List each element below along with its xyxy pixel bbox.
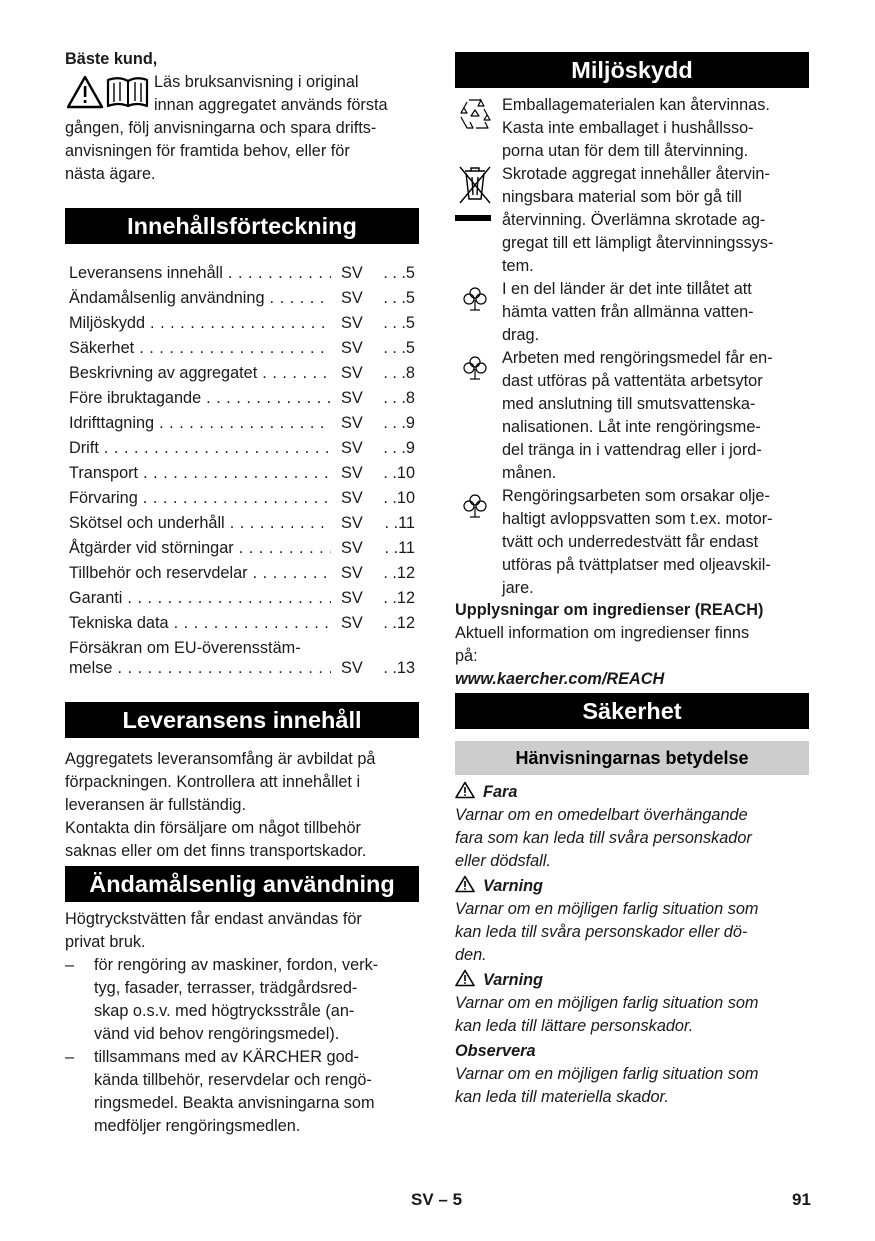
toc-entry[interactable]: Tillbehör och reservdelar . . . SV . .12	[69, 562, 415, 585]
water-protection-icon	[455, 286, 495, 312]
toc-entry[interactable]: Förvaring . . . SV . .10	[69, 487, 415, 510]
warning-triangle-icon	[455, 781, 475, 799]
toc-entry[interactable]: Miljöskydd . . . SV . . .5	[69, 312, 415, 335]
environment-heading: Miljöskydd	[455, 52, 809, 88]
safety-heading: Säkerhet	[455, 693, 809, 729]
warning-triangle-icon	[455, 875, 475, 893]
toc-entry[interactable]: Åtgärder vid störningar . . . SV . .11	[69, 537, 415, 560]
footer-section: SV – 5	[411, 1190, 463, 1209]
hazard-warning: Varning Varnar om en möjligen farlig situation som kan leda till svåra personskador eller dö- den.	[455, 877, 759, 964]
toc-entry[interactable]: Idrifttagning . . . SV . . .9	[69, 412, 415, 435]
hazard-caution: Varning Varnar om en möjligen farlig situation som kan leda till lättare personskador.	[455, 971, 759, 1035]
toc-entry[interactable]: Tekniska data . . . SV . .12	[69, 612, 415, 635]
toc-entry[interactable]: Leveransens innehåll . . . SV . . .5	[69, 262, 415, 285]
toc-entry[interactable]: Försäkran om EU-överensstäm- melse . . . SV . .13	[69, 637, 415, 683]
page-number: 91	[792, 1190, 811, 1209]
toc-entry[interactable]: Beskrivning av aggregatet . . . SV . . .8	[69, 362, 415, 385]
intro-line-1: Läs bruksanvisning i original	[154, 73, 359, 91]
safety-subheading: Hänvisningarnas betydelse	[455, 741, 809, 775]
intro-rest: gången, följ anvisningarna och spara drifts- anvisningen för framtida behov, eller för nästa ägare.	[65, 119, 377, 183]
intended-use-intro: Högtryckstvätten får endast användas för privat bruk.	[65, 910, 362, 951]
delivery-heading: Leveransens innehåll	[65, 702, 419, 738]
intro-line-2: innan aggregatet används första	[154, 96, 388, 114]
warning-manual-icon	[67, 74, 149, 110]
water-protection-icon	[455, 355, 495, 381]
hazard-danger: Fara Varnar om en omedelbart överhängande fara som kan leda till svåra personskador eller dödsfall.	[455, 783, 752, 870]
reach-heading: Upplysningar om ingredienser (REACH)	[455, 601, 764, 619]
toc-entry[interactable]: Drift . . . SV . . .9	[69, 437, 415, 460]
toc-entry[interactable]: Skötsel och underhåll . . . SV . .11	[69, 512, 415, 535]
toc-entry[interactable]: Ändamålsenlig användning . . . SV . . .5	[69, 287, 415, 310]
toc-entry[interactable]: Säkerhet . . . SV . . .5	[69, 337, 415, 360]
intended-use-heading: Ändamålsenlig användning	[65, 866, 419, 902]
toc-entry[interactable]: Före ibruktagande . . . SV . . .8	[69, 387, 415, 410]
toc-entry[interactable]: Transport . . . SV . .10	[69, 462, 415, 485]
toc-heading: Innehållsförteckning	[65, 208, 419, 244]
reach-link[interactable]: www.kaercher.com/REACH	[455, 670, 665, 688]
delivery-text: Aggregatets leveransomfång är avbildat på förpackningen. Kontrollera att innehållet i leveransen är fullständig. Kontakta din försäljare om något tillbehör saknas eller om det finns transportskador.	[65, 750, 376, 860]
notice: Observera Varnar om en möjligen farlig situation som kan leda till materiella skador.	[455, 1042, 759, 1106]
crossed-bin-icon	[455, 163, 495, 233]
greeting: Bäste kund,	[65, 50, 158, 68]
toc-entry[interactable]: Garanti . . . SV . .12	[69, 587, 415, 610]
water-protection-icon	[455, 493, 495, 519]
warning-triangle-icon	[455, 969, 475, 987]
recycling-icon	[455, 94, 495, 134]
reach-text: Aktuell information om ingredienser finns på:	[455, 624, 750, 665]
